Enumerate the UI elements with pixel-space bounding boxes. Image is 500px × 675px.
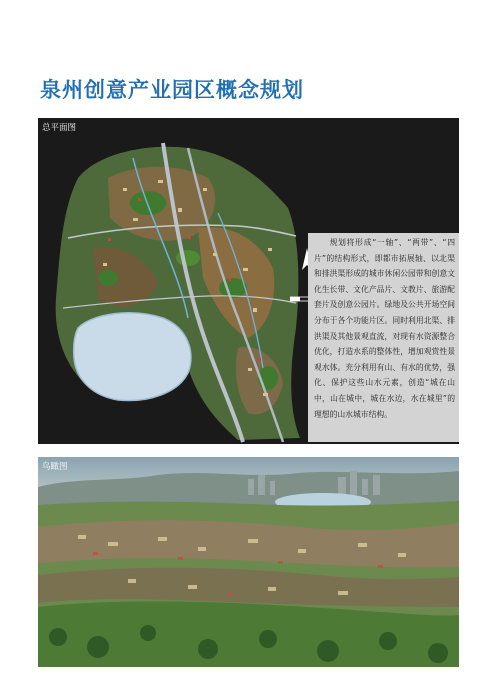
plan-description-box xyxy=(308,233,459,442)
aerial-view-label: 鸟瞰图 xyxy=(42,462,68,472)
page-title: 泉州创意产业园区概念规划 xyxy=(40,78,304,102)
master-plan-label: 总平面图 xyxy=(42,123,77,133)
aerial-view-image xyxy=(38,457,459,667)
aerial-view-panel xyxy=(38,457,459,667)
plan-description-text: 规划将形成“一轴”、“两带”、“四片”的结构形式，即都市拓展轴、以北渠和排洪渠形成的城市休闲公园带和创意文化生长带、文化产品片、文教片、旅游配套片及创意公园片。绿地及公共开场空间分布于各个功能片区。同时利用北渠、排洪渠及其他景观直流，对现有水资源整合优化，打造水系的整体性，增加观赏性景观水体。充分利用有山、有水的优势，强化、保护这些山水元素，创造“城在山中，山在城中，城在水边，水在城里”的理想的山水城市结构。 xyxy=(314,238,455,419)
